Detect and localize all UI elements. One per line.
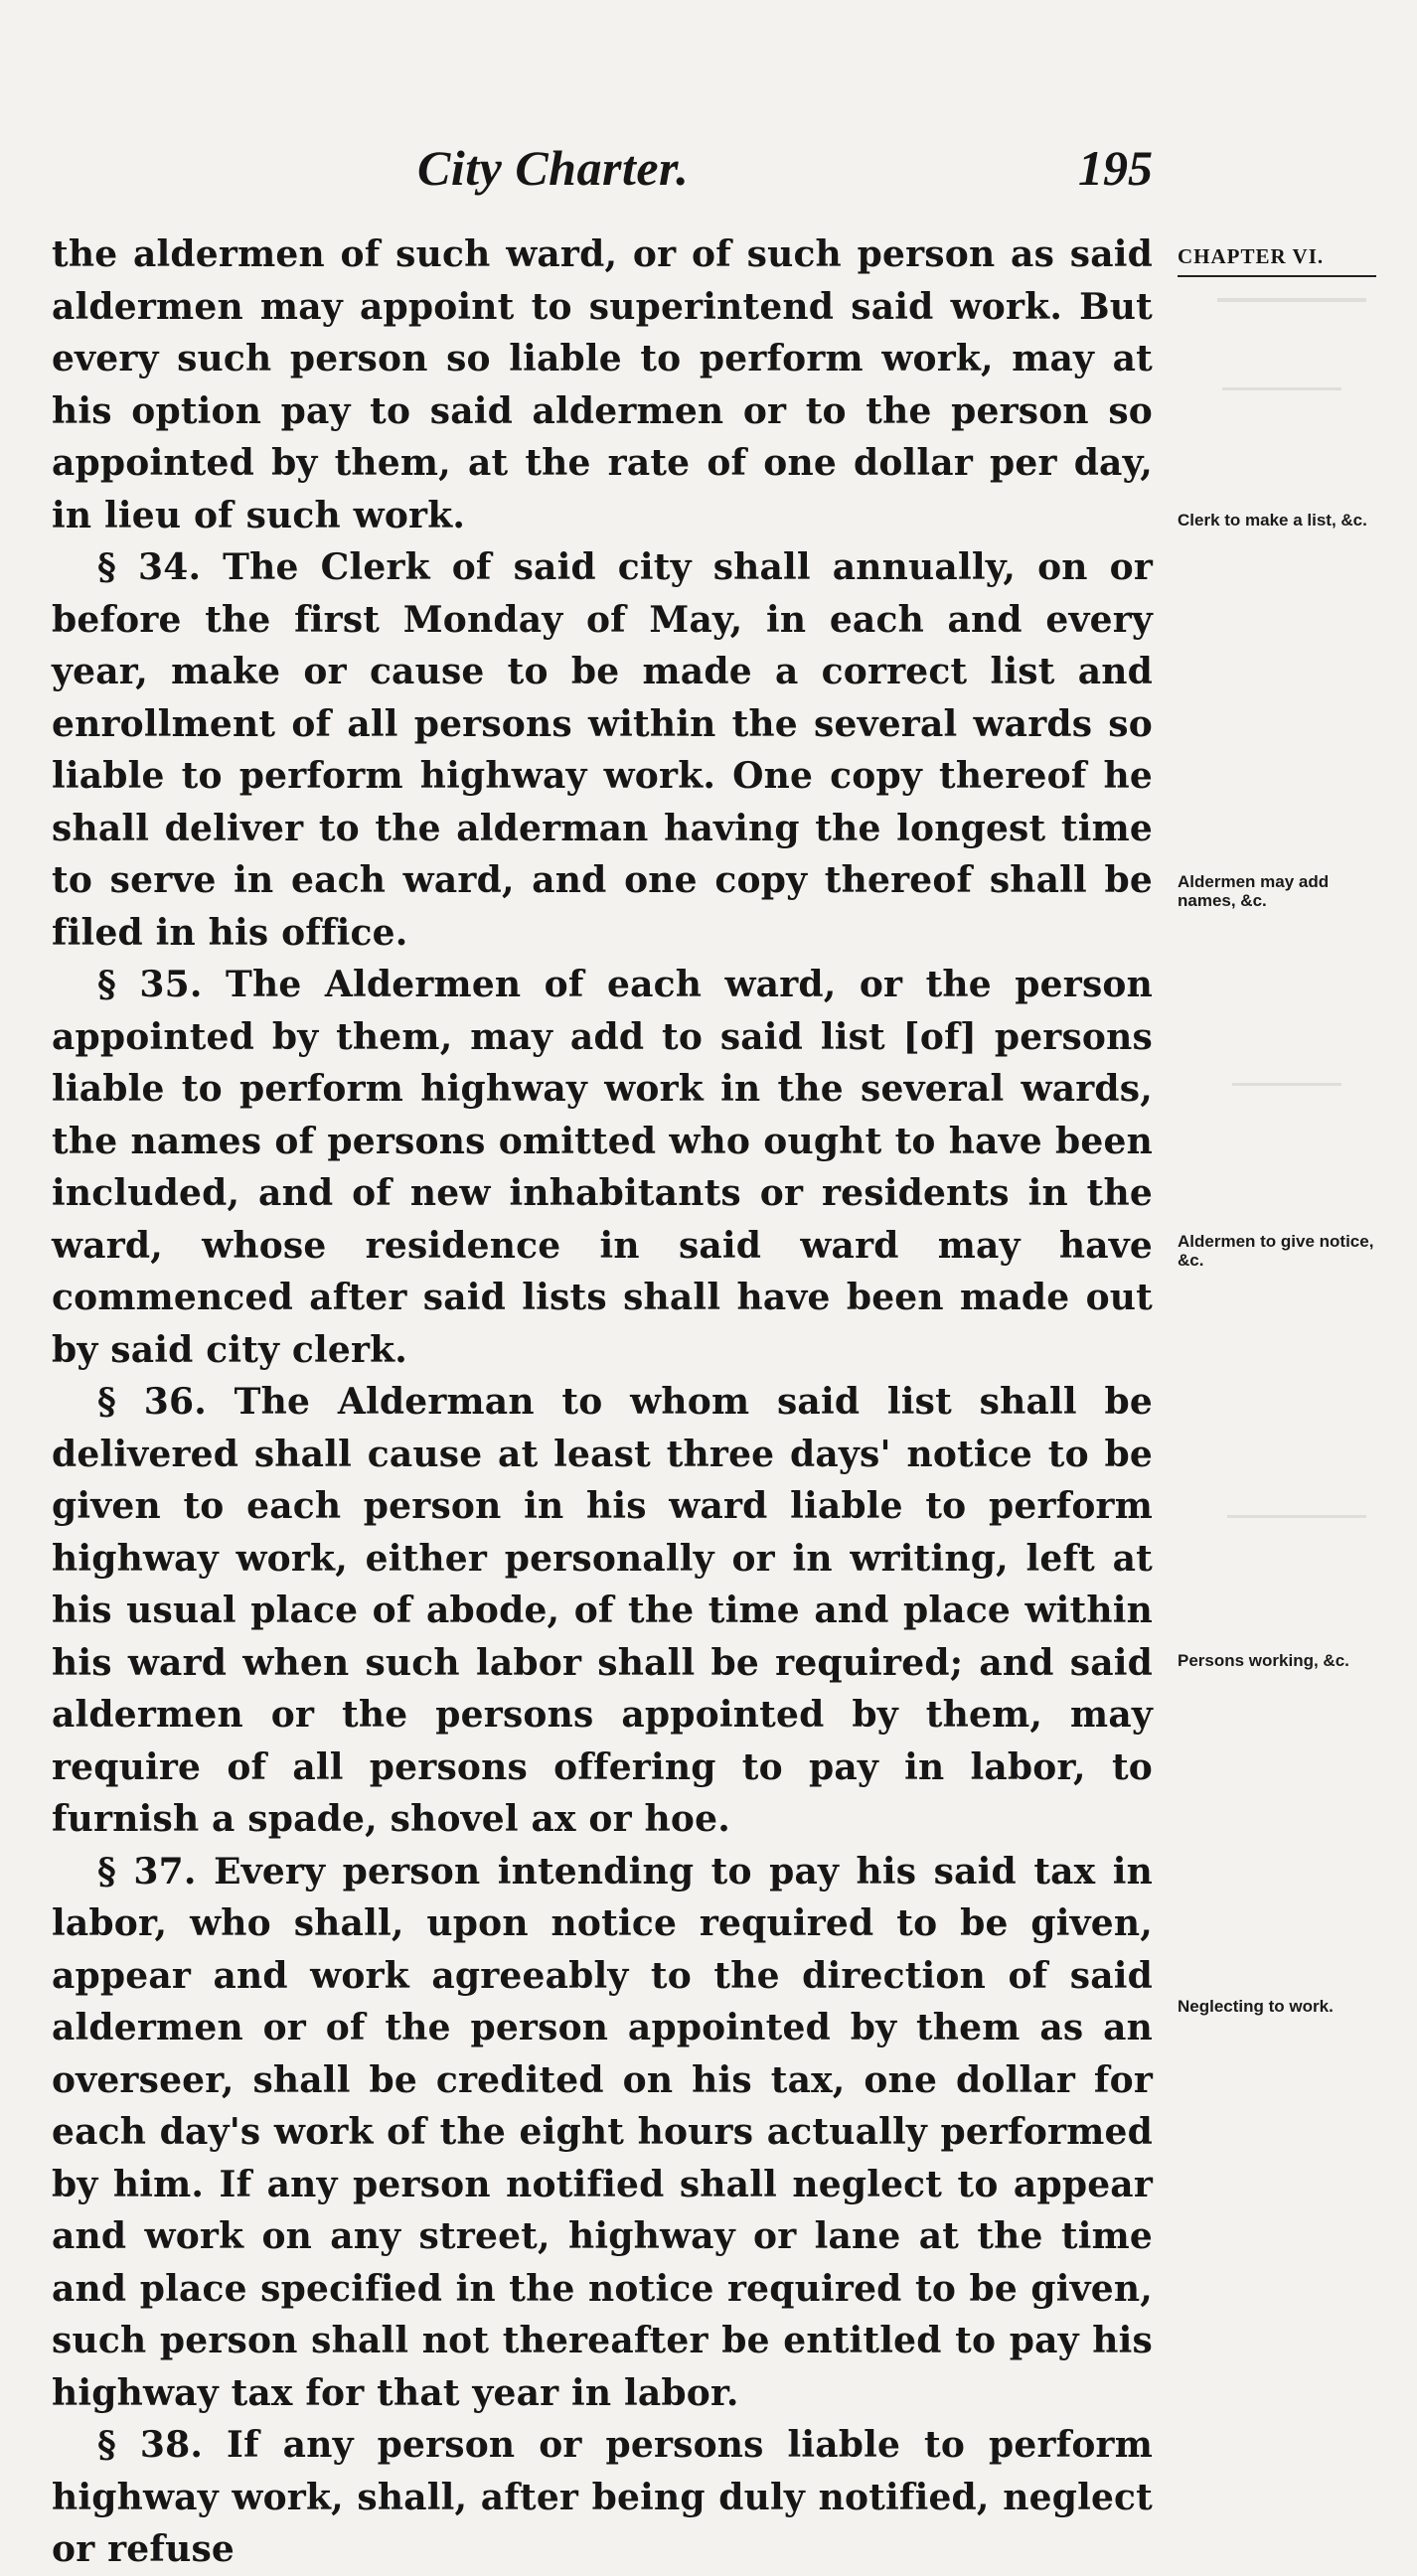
marginal-note-sec36: Aldermen to give notice, &c. bbox=[1178, 1232, 1374, 1270]
page-number: 195 bbox=[1078, 140, 1153, 196]
section-37: § 37. Every person intending to pay his said tax in labor, who shall, upon notice required to be given, appear and work agreeably to the direction of said aldermen or of the person appointed by them as an overseer, shall be credited on his tax, one dollar for each day's work of the eight hours actually performed by him. If any person notified shall neglect to appear and work on any street, highway or lane at the time and place specified in the notice required to be given, such person shall not thereafter be entitled to pay his highway tax for that year in labor. bbox=[52, 1850, 1153, 2414]
marginal-note-neglecting: Neglecting to work. bbox=[1178, 1997, 1334, 2016]
marginal-note-sec37: Persons working, &c. bbox=[1178, 1651, 1349, 1670]
bleed-through-mark bbox=[1232, 1083, 1341, 1086]
section-34: § 34. The Clerk of said city shall annually, on or before the first Monday of May, in each and every year, make or cause to be made a correct list and enrollment of all persons within the several wards so liable to perform highway work. One copy thereof he shall deliver to the alderman having the longest time to serve in each ward, and one copy thereof shall be filed in his office. bbox=[52, 546, 1153, 954]
section-38: § 38. If any person or persons liable to perform highway work, shall, after being duly notified, neglect or refuse bbox=[52, 2424, 1153, 2570]
section-35: § 35. The Aldermen of each ward, or the person appointed by them, may add to said list [of] persons liable to perform highway work in the several wards, the names of persons omitted who ought to have been included, and of new inhabitants or residents in the ward, whose residence in said ward may have commenced after said lists shall have been made out by said city clerk. bbox=[52, 964, 1153, 1371]
bleed-through-mark bbox=[1222, 387, 1341, 390]
marginal-note-sec34: Clerk to make a list, &c. bbox=[1178, 511, 1367, 530]
bleed-through-mark bbox=[1217, 298, 1366, 302]
paragraph-continuation: the aldermen of such ward, or of such person as said aldermen may appoint to superintend said work. But every such person so liable to perform work, may at his option pay to said aldermen or to the person so appointed by them, at the rate of one dollar per day, in lieu of such work. bbox=[52, 233, 1153, 536]
marginal-note-sec35: Aldermen may add names, &c. bbox=[1178, 872, 1330, 910]
running-title: City Charter. bbox=[417, 140, 690, 196]
chapter-marginal-note: CHAPTER VI. bbox=[1178, 244, 1376, 277]
page-header bbox=[417, 139, 1153, 199]
bleed-through-mark bbox=[1227, 1515, 1366, 1518]
section-36: § 36. The Alderman to whom said list shall be delivered shall cause at least three days' notice to be given to each person in his ward liable to perform highway work, either personally or in writing, left at his usual place of abode, of the time and place within his ward when such labor shall be required; and said aldermen or the persons appointed by them, may require of all persons offering to pay in labor, to furnish a spade, shovel ax or hoe. bbox=[52, 1381, 1153, 1840]
main-text-column bbox=[52, 228, 1153, 2576]
